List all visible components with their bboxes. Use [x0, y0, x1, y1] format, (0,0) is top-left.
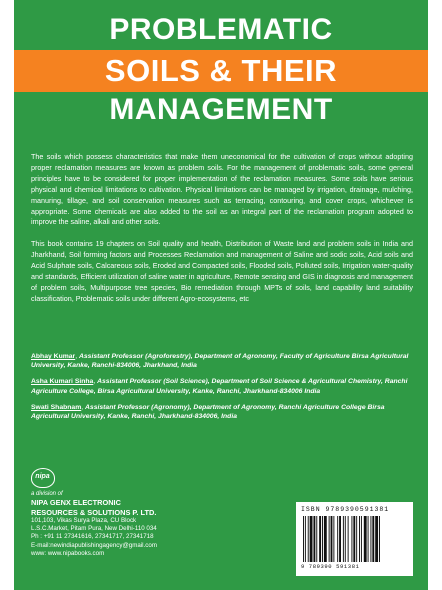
barcode-bar [308, 516, 309, 562]
barcode-bar [375, 516, 378, 562]
barcode-bar [313, 516, 315, 562]
author-affiliation: Assistant Professor (Soil Science), Department of Soil Science & Agricultural Chemistry, Ranchi Agriculture College, Birsa Agricultural University, Kanke, Ranchi, Jharkhand-834006 India [31, 378, 408, 395]
barcode [296, 502, 413, 576]
barcode-bar [310, 516, 313, 562]
blurb-paragraph-2: This book contains 19 chapters on Soil quality and health, Distribution of Waste land and problem soils in India and Jharkhand, Soil forming factors and Processes Reclamation and management of Saline and sodic soils, Acid soils and Acid Sulphate soils, Calcareous soils, Eroded and Compacted soils, Flooded soils, Polluted soils, Irrigation water-quality and standards, Efficient utilization of saline water in agriculture, Remote sensing and GIS in diagnosis and management of problem soils, Multipurpose tree species, Bio remediation through MPTs of soils, land capability land suitability classification, Problematic soils under different Agro-ecosystems, etc [31, 239, 413, 303]
barcode-bar [333, 516, 334, 562]
barcode-bar [351, 516, 352, 562]
barcode-bar [316, 516, 317, 562]
title-line-3: MANAGEMENT [109, 93, 333, 126]
title-top [14, 12, 428, 48]
barcode-bar [343, 516, 344, 562]
author-affiliation: Assistant Professor (Agronomy), Department of Agronomy, Ranchi Agriculture College Birsa Agricultural University, Kanke, Ranchi, Jharkhand-834006, India [31, 403, 385, 421]
publisher-address-1: 101,103, Vikas Surya Plaza, CU Block [31, 517, 137, 524]
barcode-bar [372, 516, 374, 562]
publisher-logo [31, 468, 55, 488]
barcode-bar [305, 516, 306, 562]
logo-text: nipa [35, 473, 50, 480]
author-3: Swati Shabnam, Assistant Professor (Agronomy), Department of Agronomy, Ranchi Agriculture College Birsa Agricultural University, Kanke, Ranchi, Jharkhand-834006, India [31, 403, 385, 421]
division-label: a division of [31, 491, 63, 497]
blurb [31, 152, 413, 316]
barcode-bar [329, 516, 330, 562]
barcode-bar [353, 516, 355, 562]
barcode-bar [370, 516, 371, 562]
publisher-email: E-mail:newindiapublishingagency@gmail.com [31, 541, 157, 549]
author-name: Swati Shabnam [31, 403, 82, 411]
author-2: Asha Kumari Sinha, Assistant Professor (Soil Science), Department of Soil Science & Agricultural Chemistry, Ranchi Agriculture College, Birsa Agricultural University, Kanke, Ranchi, Jharkhand-834006 India [31, 378, 408, 395]
author-1: Abhay Kumar, Assistant Professor (Agroforestry), Department of Agronomy, Faculty of Agriculture Birsa Agricultural University, Kanke, Ranchi-834006, Jharkhand, India [31, 353, 409, 370]
barcode-bar [331, 516, 333, 562]
barcode-digits: 9 789390 591381 [301, 563, 360, 570]
author-name: Asha Kumari Sinha [31, 378, 94, 386]
publisher-name-1: NIPA GENX ELECTRONIC [31, 498, 121, 507]
author-name: Abhay Kumar [31, 353, 76, 360]
barcode-bar [356, 516, 357, 562]
publisher-address-2: L.S.C.Market, Pitam Pura, New Delhi-110 034 [31, 525, 157, 533]
barcode-bar [324, 516, 327, 562]
barcode-bars [301, 516, 408, 564]
barcode-bar [339, 516, 341, 562]
author-affiliation: Assistant Professor (Agroforestry), Department of Agronomy, Faculty of Agriculture Birsa Agricultural University, Kanke, Ranchi-834006, Jharkhand, India [31, 353, 409, 370]
blurb-paragraph-1: The soils which possess characteristics that make them uneconomical for the cultivation of crops without adopting proper reclamation measures are known as problem soils. For the management of problematic soils, some general principles have to be considered for proper implementation of the reclamation measures. Some soils have serious physical and chemical limitations to cultivation. Physical limitations can be managed by irrigation, drainage, mulching, manuring, tillage, and soil conservation measures such as terracing, contouring, and cover crops, whichever is appropriate. Some chemicals are also added to the soil as an integral part of the reclamation program adopted to improve the saline, alkali and other soils. [31, 152, 413, 227]
barcode-bar [337, 516, 338, 562]
publisher-name-2: RESOURCES & SOLUTIONS P. LTD. [31, 507, 157, 517]
isbn-label: ISBN 9789390591381 [301, 506, 390, 513]
title-line-1: PROBLEMATIC [109, 13, 333, 46]
barcode-bar [303, 516, 304, 562]
publisher-phone: Ph : +91 11 27341616, 27341717, 27341718 [31, 533, 154, 541]
barcode-bar [322, 516, 323, 562]
barcode-bar [364, 516, 367, 562]
publisher-block [31, 468, 291, 558]
barcode-bar [368, 516, 369, 562]
barcode-bar [348, 516, 349, 562]
title-line-2: SOILS & THEIR [104, 53, 338, 88]
authors-list [31, 352, 413, 428]
barcode-bar [359, 516, 360, 562]
barcode-bar [361, 516, 362, 562]
barcode-bar [379, 516, 380, 562]
barcode-bar [319, 516, 321, 562]
barcode-bar [345, 516, 346, 562]
publisher-website: www: www.nipabooks.com [31, 549, 105, 557]
back-cover [14, 0, 428, 590]
